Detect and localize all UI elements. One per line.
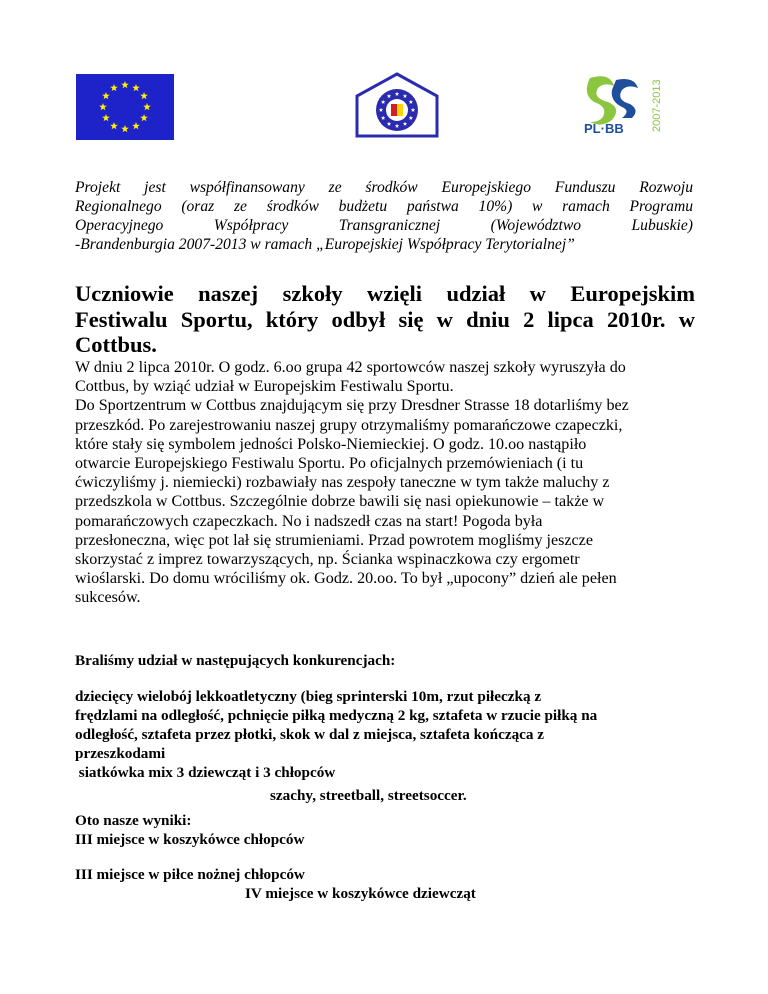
euroregion-emblem-logo bbox=[355, 72, 439, 138]
article-body bbox=[75, 358, 700, 608]
competitions-extra: szachy, streetball, streetsoccer. bbox=[270, 787, 467, 804]
competitions-title: Braliśmy udział w następujących konkurencjach: bbox=[75, 652, 396, 669]
body-line: otwarcie Europejskiego Festiwalu Sportu. Po oficjalnych przemówieniach (i tu bbox=[75, 455, 584, 473]
competition-line: siatkówka mix 3 dziewcząt i 3 chłopców bbox=[75, 764, 336, 781]
body-line: ćwiczyliśmy j. niemiecki) rozbawiały nas zespoły taneczne w tym także maluchy z bbox=[75, 474, 610, 492]
pl-bb-program-logo bbox=[582, 72, 668, 136]
body-line: Cottbus, by wziąć udział w Europejskim Festiwalu Sportu. bbox=[75, 378, 454, 396]
body-line: przedszkola w Cottbus. Szczególnie dobrze bawili się nasi opiekunowie – także w bbox=[75, 493, 605, 511]
body-line: W dniu 2 lipca 2010r. O godz. 6.oo grupa 42 sportowców naszej szkoły wyruszyła do bbox=[75, 359, 626, 376]
funding-notice-line: Regionalnego (oraz ze środków budżetu państwa 10%) w ramach Programu bbox=[75, 198, 693, 215]
body-line: Do Sportzentrum w Cottbus znajdującym się przy Dresdner Strasse 18 dotarliśmy bez bbox=[75, 397, 629, 415]
competition-line: odległość, sztafeta przez płotki, skok w dal z miejsca, sztafeta kończąca z bbox=[75, 726, 545, 743]
competition-line: frędzlami na odległość, pchnięcie piłką medyczną 2 kg, sztafeta w rzucie piłką na bbox=[75, 707, 598, 724]
result-item: IV miejsce w koszykówce dziewcząt bbox=[245, 885, 476, 902]
body-line: pomarańczowych czapeczkach. No i nadszedł czas na start! Pogoda była bbox=[75, 512, 543, 530]
body-line: przeszkód. Po zarejestrowaniu naszej grupy otrzymaliśmy pomarańczowe czapeczki, bbox=[75, 416, 623, 434]
body-line: sukcesów. bbox=[75, 589, 141, 607]
pl-bb-label: PL·BB bbox=[584, 121, 624, 136]
funding-notice-line: Projekt jest współfinansowany ze środków Europejskiego Funduszu Rozwoju bbox=[75, 179, 693, 196]
funding-notice-line: -Brandenburgia 2007-2013 w ramach „Europejskiej Współpracy Terytorialnej” bbox=[75, 236, 575, 253]
competition-line: dziecięcy wielobój lekkoatletyczny (bieg sprinterski 10m, rzut piłeczką z bbox=[75, 688, 542, 705]
competition-line: przeszkodami bbox=[75, 745, 166, 762]
body-line: skorzystać z imprez towarzyszących, np. Ścianka wspinaczkowa czy ergometr bbox=[75, 551, 580, 569]
article-title-line: Cottbus. bbox=[75, 332, 157, 357]
article-title-line: Festiwalu Sportu, który odbył się w dniu 2 lipca 2010r. w bbox=[75, 306, 695, 332]
article-title-line: Uczniowie naszej szkoły wzięli udział w Europejskim bbox=[75, 281, 695, 306]
funding-notice bbox=[75, 178, 693, 254]
competitions-list bbox=[75, 687, 597, 782]
article-title bbox=[75, 281, 695, 358]
body-line: wioślarski. Do domu wróciliśmy ok. Godz. 20.oo. To był „upocony” dzień ale pełen bbox=[75, 570, 617, 588]
logo-bar bbox=[0, 72, 768, 136]
results-title: Oto nasze wyniki: bbox=[75, 812, 192, 829]
body-line: przesłoneczna, więc pot lał się strumieniami. Przad powrotem mogliśmy jeszcze bbox=[75, 531, 593, 549]
pl-bb-years: 2007-2013 bbox=[651, 79, 663, 132]
result-item: III miejsce w koszykówce chłopców bbox=[75, 831, 305, 848]
eu-flag-logo bbox=[76, 74, 174, 140]
result-item: III miejsce w piłce nożnej chłopców bbox=[75, 866, 305, 883]
body-line: które stały się symbolem jedności Polsko-Niemieckiej. O godz. 10.oo nastąpiło bbox=[75, 435, 587, 453]
funding-notice-line: Operacyjnego Współpracy Transgranicznej (Województwo Lubuskie) bbox=[75, 217, 693, 234]
